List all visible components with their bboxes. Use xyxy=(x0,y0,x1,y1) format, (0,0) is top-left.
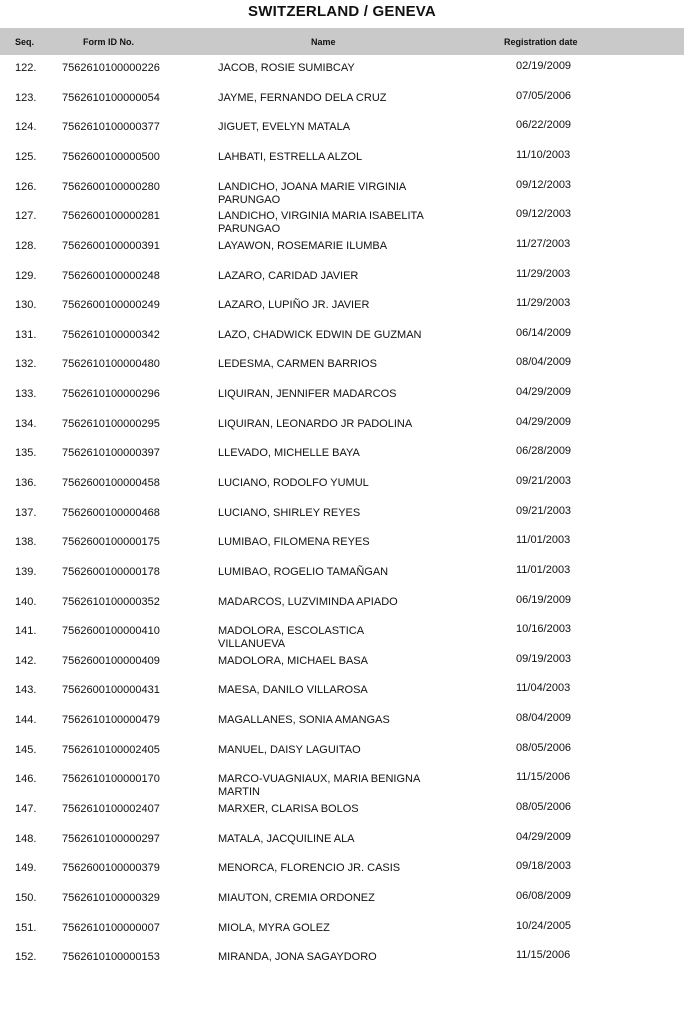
cell-form-id: 7562610100000329 xyxy=(62,891,160,904)
cell-name: MARCO-VUAGNIAUX, MARIA BENIGNA MARTIN xyxy=(218,773,420,799)
cell-registration-date: 08/04/2009 xyxy=(516,712,572,725)
table-row xyxy=(0,121,684,149)
cell-form-id: 7562600100000431 xyxy=(62,684,160,697)
cell-registration-date: 11/10/2003 xyxy=(516,148,571,161)
cell-name: MIOLA, MYRA GOLEZ xyxy=(218,921,330,934)
cell-registration-date: 02/19/2009 xyxy=(516,60,572,72)
cell-registration-date: 09/19/2003 xyxy=(516,652,572,665)
cell-seq: 141. xyxy=(15,625,37,638)
table-row xyxy=(0,741,684,772)
cell-form-id: 7562600100000410 xyxy=(62,625,160,638)
cell-name: LAHBATI, ESTRELLA ALZOL xyxy=(218,150,363,163)
cell-name: LUMIBAO, ROGELIO TAMAÑGAN xyxy=(218,565,389,578)
cell-registration-date: 11/27/2003 xyxy=(516,237,571,250)
table-row xyxy=(0,889,684,920)
cell-name: LANDICHO, VIRGINIA MARIA ISABELITA PARUNGAO xyxy=(218,210,424,236)
cell-name: LAZO, CHADWICK EDWIN DE GUZMAN xyxy=(218,328,422,341)
cell-seq: 143. xyxy=(15,684,37,697)
cell-name: MAGALLANES, SONIA AMANGAS xyxy=(218,714,390,727)
cell-name: LIQUIRAN, JENNIFER MADARCOS xyxy=(218,388,397,400)
cell-form-id: 7562610100000352 xyxy=(62,595,160,608)
table-row xyxy=(0,714,684,742)
cell-seq: 127. xyxy=(15,210,37,223)
cell-registration-date: 11/29/2003 xyxy=(516,267,571,280)
cell-form-id: 7562610100000297 xyxy=(62,832,160,845)
cell-seq: 135. xyxy=(15,447,37,460)
table-row xyxy=(0,178,684,209)
table-row xyxy=(0,477,684,505)
cell-name: MIRANDA, JONA SAGAYDORO xyxy=(218,951,377,964)
table-row xyxy=(0,447,684,475)
cell-seq: 131. xyxy=(15,328,37,341)
cell-registration-date: 06/14/2009 xyxy=(516,326,572,339)
cell-seq: 126. xyxy=(15,180,37,193)
table-row xyxy=(0,593,684,624)
cell-form-id: 7562610100000226 xyxy=(62,62,160,74)
table-row xyxy=(0,299,684,327)
cell-form-id: 7562610100000295 xyxy=(62,417,160,430)
cell-name: MATALA, JACQUILINE ALA xyxy=(218,832,355,845)
cell-seq: 147. xyxy=(15,803,37,815)
table-row xyxy=(0,62,684,90)
table-row xyxy=(0,684,684,712)
table-row xyxy=(0,625,684,653)
cell-seq: 134. xyxy=(15,417,37,430)
table-row xyxy=(0,267,684,298)
table-row xyxy=(0,358,684,386)
table-row xyxy=(0,862,684,890)
cell-name: LAZARO, LUPIÑO JR. JAVIER xyxy=(218,299,370,312)
cell-registration-date: 11/04/2003 xyxy=(516,682,571,695)
cell-form-id: 7562610100000007 xyxy=(62,921,160,934)
cell-name: MANUEL, DAISY LAGUITAO xyxy=(218,743,361,756)
cell-name: MIAUTON, CREMIA ORDONEZ xyxy=(218,891,375,904)
cell-seq: 144. xyxy=(15,714,37,727)
table-row xyxy=(0,504,684,535)
cell-form-id: 7562610100000296 xyxy=(62,388,160,400)
cell-name: LAZARO, CARIDAD JAVIER xyxy=(218,269,359,282)
cell-seq: 125. xyxy=(15,150,37,163)
cell-name: LUCIANO, SHIRLEY REYES xyxy=(218,506,361,519)
cell-name: LLEVADO, MICHELLE BAYA xyxy=(218,447,360,460)
cell-form-id: 7562610100000054 xyxy=(62,91,160,104)
table-row xyxy=(0,388,684,416)
table-row xyxy=(0,89,684,120)
cell-form-id: 7562610100000170 xyxy=(62,773,160,786)
cell-name: MENORCA, FLORENCIO JR. CASIS xyxy=(218,862,401,875)
cell-registration-date: 04/29/2009 xyxy=(516,386,572,398)
cell-name: MAESA, DANILO VILLAROSA xyxy=(218,684,368,697)
cell-registration-date: 11/01/2003 xyxy=(516,534,571,547)
cell-form-id: 7562600100000281 xyxy=(62,210,160,223)
cell-registration-date: 06/28/2009 xyxy=(516,445,572,458)
cell-form-id: 7562600100000458 xyxy=(62,477,160,489)
cell-form-id: 7562600100000379 xyxy=(62,862,160,875)
cell-seq: 137. xyxy=(15,506,37,519)
cell-form-id: 7562600100000249 xyxy=(62,299,160,312)
table-row xyxy=(0,563,684,594)
cell-form-id: 7562610100002405 xyxy=(62,743,160,756)
cell-seq: 148. xyxy=(15,832,37,845)
column-header-name: Name xyxy=(311,37,336,47)
cell-registration-date: 08/04/2009 xyxy=(516,356,572,369)
cell-name: MADOLORA, MICHAEL BASA xyxy=(218,654,368,667)
cell-seq: 139. xyxy=(15,565,37,578)
cell-registration-date: 08/05/2006 xyxy=(516,741,572,754)
table-row xyxy=(0,919,684,950)
cell-form-id: 7562600100000468 xyxy=(62,506,160,519)
cell-form-id: 7562610100000397 xyxy=(62,447,160,460)
cell-form-id: 7562610100000479 xyxy=(62,714,160,727)
cell-registration-date: 08/05/2006 xyxy=(516,801,572,813)
cell-seq: 124. xyxy=(15,121,37,134)
cell-registration-date: 04/29/2009 xyxy=(516,415,572,428)
cell-registration-date: 09/21/2003 xyxy=(516,475,572,487)
cell-name: LEDESMA, CARMEN BARRIOS xyxy=(218,358,377,371)
table-row xyxy=(0,652,684,683)
cell-seq: 142. xyxy=(15,654,37,667)
cell-form-id: 7562600100000500 xyxy=(62,150,160,163)
cell-form-id: 7562610100000153 xyxy=(62,951,160,964)
cell-name: MADOLORA, ESCOLASTICA VILLANUEVA xyxy=(218,625,364,651)
cell-registration-date: 11/15/2006 xyxy=(516,771,571,784)
cell-name: JACOB, ROSIE SUMIBCAY xyxy=(218,62,355,74)
cell-form-id: 7562600100000409 xyxy=(62,654,160,667)
cell-name: LUMIBAO, FILOMENA REYES xyxy=(218,536,370,549)
cell-form-id: 7562610100000342 xyxy=(62,328,160,341)
column-header-form-id: Form ID No. xyxy=(83,37,134,47)
cell-registration-date: 07/05/2006 xyxy=(516,89,572,102)
cell-seq: 136. xyxy=(15,477,37,489)
cell-name: MARXER, CLARISA BOLOS xyxy=(218,803,359,815)
cell-name: JIGUET, EVELYN MATALA xyxy=(218,121,351,134)
cell-seq: 146. xyxy=(15,773,37,786)
table-row xyxy=(0,536,684,564)
cell-form-id: 7562610100000377 xyxy=(62,121,160,134)
cell-seq: 152. xyxy=(15,951,37,964)
cell-form-id: 7562600100000178 xyxy=(62,565,160,578)
cell-registration-date: 06/19/2009 xyxy=(516,593,572,606)
table-row xyxy=(0,830,684,861)
cell-form-id: 7562610100002407 xyxy=(62,803,160,815)
cell-registration-date: 06/22/2009 xyxy=(516,119,572,132)
cell-seq: 140. xyxy=(15,595,37,608)
table-row xyxy=(0,803,684,831)
cell-form-id: 7562600100000280 xyxy=(62,180,160,193)
cell-registration-date: 09/21/2003 xyxy=(516,504,572,517)
table-row xyxy=(0,326,684,357)
cell-seq: 150. xyxy=(15,891,37,904)
table-row xyxy=(0,210,684,238)
table-row xyxy=(0,773,684,801)
cell-form-id: 7562610100000480 xyxy=(62,358,160,371)
cell-registration-date: 11/01/2003 xyxy=(516,563,571,576)
column-header-registration-date: Registration date xyxy=(504,37,578,47)
cell-registration-date: 09/12/2003 xyxy=(516,178,572,191)
cell-registration-date: 09/12/2003 xyxy=(516,208,572,221)
cell-seq: 129. xyxy=(15,269,37,282)
table-row xyxy=(0,148,684,179)
table-row xyxy=(0,951,684,979)
cell-form-id: 7562600100000248 xyxy=(62,269,160,282)
cell-seq: 132. xyxy=(15,358,37,371)
cell-registration-date: 10/16/2003 xyxy=(516,623,572,636)
cell-name: JAYME, FERNANDO DELA CRUZ xyxy=(218,91,387,104)
cell-seq: 133. xyxy=(15,388,37,400)
cell-name: LAYAWON, ROSEMARIE ILUMBA xyxy=(218,239,388,252)
cell-seq: 128. xyxy=(15,239,37,252)
cell-form-id: 7562600100000391 xyxy=(62,239,160,252)
cell-seq: 138. xyxy=(15,536,37,549)
page-title: SWITZERLAND / GENEVA xyxy=(248,3,436,20)
cell-seq: 151. xyxy=(15,921,37,934)
cell-registration-date: 10/24/2005 xyxy=(516,919,572,932)
cell-name: MADARCOS, LUZVIMINDA APIADO xyxy=(218,595,398,608)
cell-registration-date: 04/29/2009 xyxy=(516,830,572,843)
cell-registration-date: 11/29/2003 xyxy=(516,297,571,310)
cell-form-id: 7562600100000175 xyxy=(62,536,160,549)
table-row xyxy=(0,415,684,446)
cell-name: LANDICHO, JOANA MARIE VIRGINIA PARUNGAO xyxy=(218,180,406,206)
cell-registration-date: 11/15/2006 xyxy=(516,949,571,962)
column-header-seq: Seq. xyxy=(15,37,35,47)
cell-seq: 145. xyxy=(15,743,37,756)
cell-seq: 130. xyxy=(15,299,37,312)
cell-registration-date: 09/18/2003 xyxy=(516,860,572,873)
cell-registration-date: 06/08/2009 xyxy=(516,889,572,902)
cell-seq: 122. xyxy=(15,62,37,74)
cell-name: LUCIANO, RODOLFO YUMUL xyxy=(218,477,369,489)
table-row xyxy=(0,237,684,268)
cell-seq: 123. xyxy=(15,91,37,104)
cell-seq: 149. xyxy=(15,862,37,875)
cell-name: LIQUIRAN, LEONARDO JR PADOLINA xyxy=(218,417,413,430)
